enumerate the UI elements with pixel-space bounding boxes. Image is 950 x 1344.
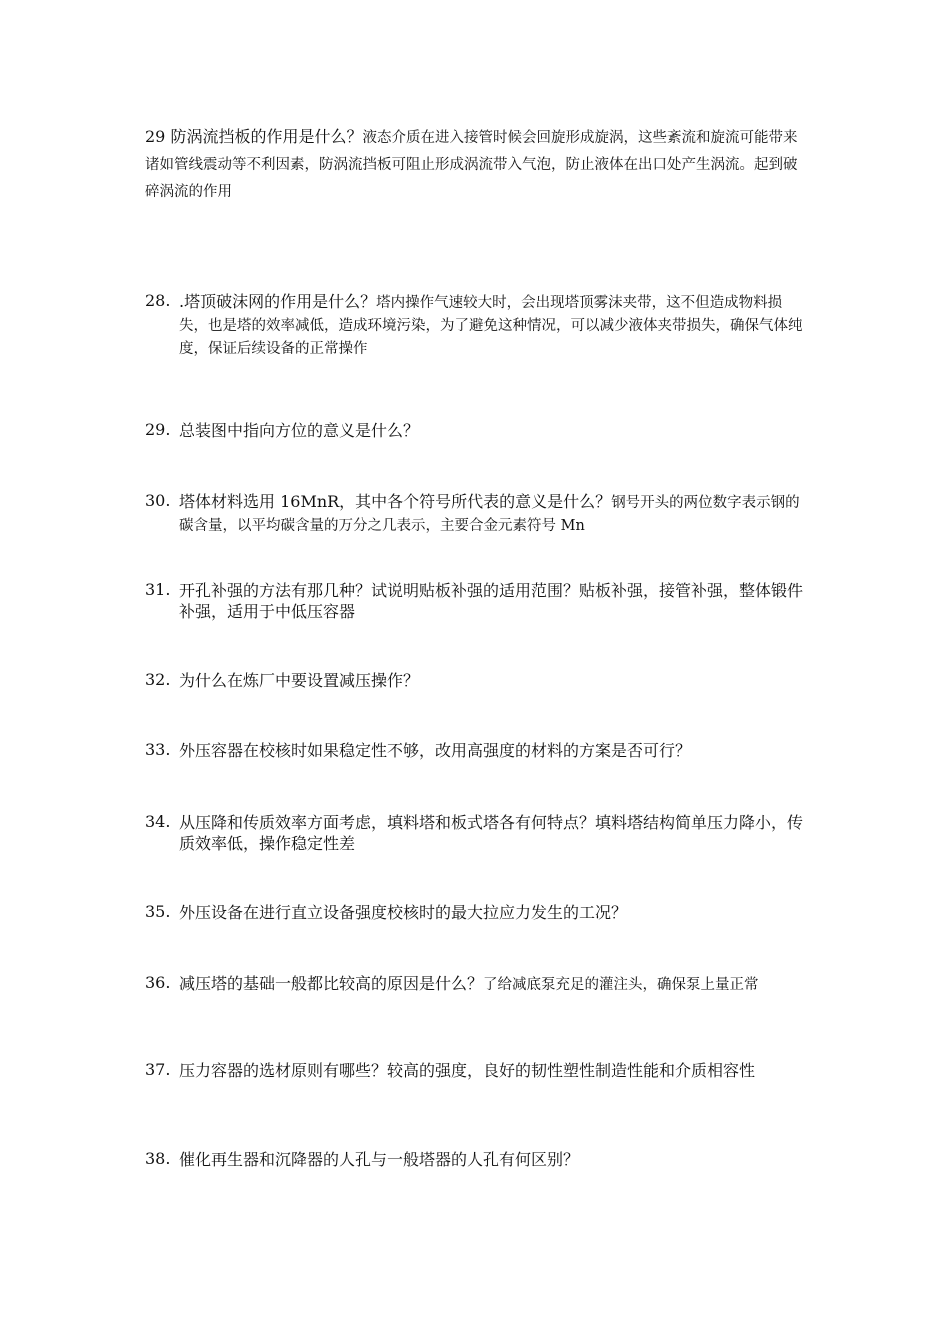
question-number: 30. (145, 491, 171, 510)
question-35 (145, 902, 809, 923)
question-30 (145, 491, 809, 537)
question-29-first (145, 124, 809, 205)
question-text: .塔顶破沫网的作用是什么？ (179, 292, 377, 311)
question-number: 37. (145, 1060, 171, 1079)
question-number: 29. (145, 420, 171, 439)
question-number: 38. (145, 1149, 171, 1168)
question-text: 29 防涡流挡板的作用是什么？ (145, 127, 363, 146)
question-number: 36. (145, 973, 171, 992)
question-29 (145, 420, 809, 441)
question-36 (145, 973, 809, 996)
question-31 (145, 580, 809, 622)
question-number: 28. (145, 291, 171, 310)
question-text: 压力容器的选材原则有哪些？ (179, 1061, 388, 1080)
question-number: 33. (145, 740, 171, 759)
question-number: 31. (145, 580, 171, 599)
question-28 (145, 291, 809, 360)
question-32 (145, 670, 809, 691)
answer-text: 较高的强度，良好的韧性塑性制造性能和介质相容性 (387, 1061, 756, 1080)
question-number: 35. (145, 902, 171, 921)
question-38 (145, 1149, 809, 1170)
question-34 (145, 812, 809, 854)
question-text: 从压降和传质效率方面考虑，填料塔和板式塔各有何特点？ (179, 813, 596, 832)
question-37 (145, 1060, 809, 1081)
question-number: 34. (145, 812, 171, 831)
question-text: 为什么在炼厂中要设置减压操作？ (179, 671, 420, 690)
answer-text: 了给减底泵充足的灌注头，确保泵上量正常 (483, 977, 759, 993)
answer-text: 塔内操作气速较大时，会出现塔顶雾沫夹带，这不但造成物料损失，也是塔的效率减低，造成环境污染，为了避免这种情况，可以减少液体夹带损失，确保气体纯度，保证后续设备的正常操作 (179, 295, 803, 357)
question-number: 32. (145, 670, 171, 689)
answer-text: 贴板补强，接管补强，整体锻件补强，适用于中低压容器 (179, 581, 804, 621)
question-33 (145, 740, 809, 761)
question-text: 外压容器在校核时如果稳定性不够，改用高强度的材料的方案是否可行？ (179, 741, 692, 760)
question-text: 开孔补强的方法有那几种？试说明贴板补强的适用范围？ (179, 581, 580, 600)
question-text: 总装图中指向方位的意义是什么？ (179, 421, 420, 440)
question-text: 减压塔的基础一般都比较高的原因是什么？ (179, 974, 484, 993)
answer-text: 钢号开头的两位数字表示钢的碳含量，以平均碳含量的万分之几表示，主要合金元素符号 Mn (179, 495, 800, 534)
question-text: 外压设备在进行直立设备强度校核时的最大拉应力发生的工况？ (179, 903, 628, 922)
answer-text: 液态介质在进入接管时候会回旋形成旋涡，这些紊流和旋流可能带来诸如管线震动等不利因素，防涡流挡板可阻止形成涡流带入气泡，防止液体在出口处产生涡流。起到破碎涡流的作用 (145, 130, 798, 200)
answer-text: 填料塔结构简单压力降小，传质效率低，操作稳定性差 (179, 813, 804, 853)
question-text: 催化再生器和沉降器的人孔与一般塔器的人孔有何区别？ (179, 1150, 580, 1169)
question-text: 塔体材料选用 16MnR，其中各个符号所代表的意义是什么？ (179, 492, 612, 511)
